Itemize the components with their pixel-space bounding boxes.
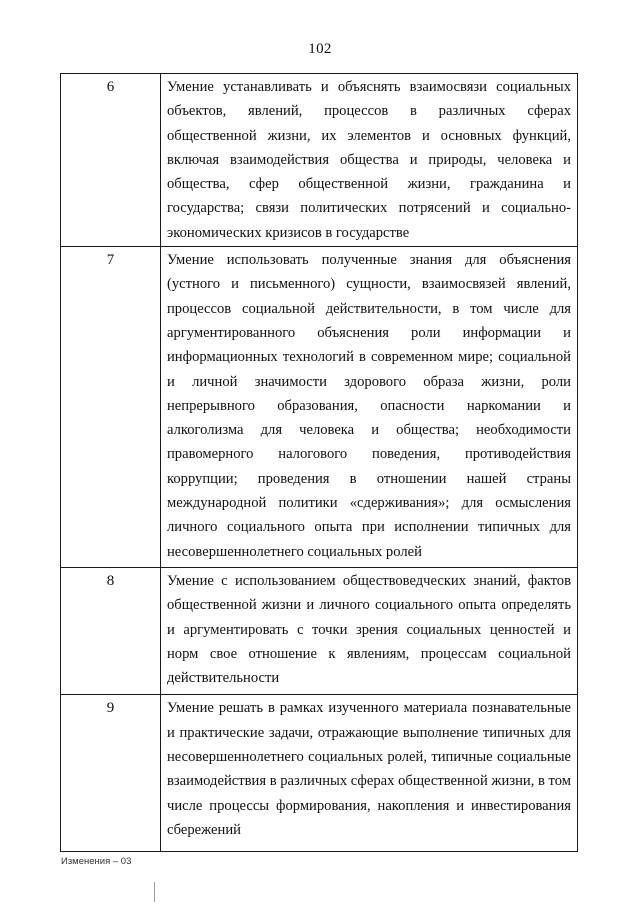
- row-description: Умение решать в рамках изученного материала познавательные и практические задачи, отражающие выполнение типичных для несовершеннолетнего социальных ролей, типичные социальные взаимодействия в различных сферах общественной жизни, в том числе процессы формирования, накопления и инвестирования сбережений: [167, 700, 571, 838]
- row-description-cell: [161, 74, 578, 247]
- table-row: [61, 74, 578, 247]
- requirements-table: [60, 73, 578, 852]
- row-description: Умение использовать полученные знания для объяснения (устного и письменного) сущности, взаимосвязей явлений, процессов социальной действительности, в том числе для аргументированного объяснения роли информации и информационных технологий в современном мире; социальной и личной значимости здорового образа жизни, роли непрерывного образования, опасности наркомании и алкоголизма для человека и общества; необходимости правомерного налогового поведения, противодействия коррупции; проведения в отношении нашей страны международной политики «сдерживания»; для осмысления личного социального опыта при исполнении типичных для несовершеннолетнего социальных ролей: [167, 252, 571, 560]
- table-row: [61, 247, 578, 568]
- row-number: 7: [61, 247, 161, 568]
- table-row: [61, 695, 578, 852]
- row-number: 8: [61, 567, 161, 694]
- row-description: Умение с использованием обществоведческих знаний, фактов общественной жизни и личного социального опыта определять и аргументировать с точки зрения социальных ценностей и норм свое отношение к явлениям, процессам социальной действительности: [167, 572, 571, 687]
- row-description-cell: [161, 567, 578, 694]
- page-number: 102: [308, 41, 332, 57]
- table-row: [61, 567, 578, 694]
- row-number: 6: [61, 74, 161, 247]
- row-number: 9: [61, 695, 161, 852]
- row-description-cell: [161, 247, 578, 568]
- scan-artifact-line: [154, 882, 155, 902]
- row-description: Умение устанавливать и объяснять взаимосвязи социальных объектов, явлений, процессов в различных сферах общественной жизни, их элементов и основных функций, включая взаимодействия общества и природы, человека и общества, сфер общественной жизни, гражданина и государства; связи политических потрясений и социально-экономических кризисов в государстве: [167, 79, 571, 241]
- row-description-cell: [161, 695, 578, 852]
- revision-note: Изменения – 03: [61, 856, 132, 867]
